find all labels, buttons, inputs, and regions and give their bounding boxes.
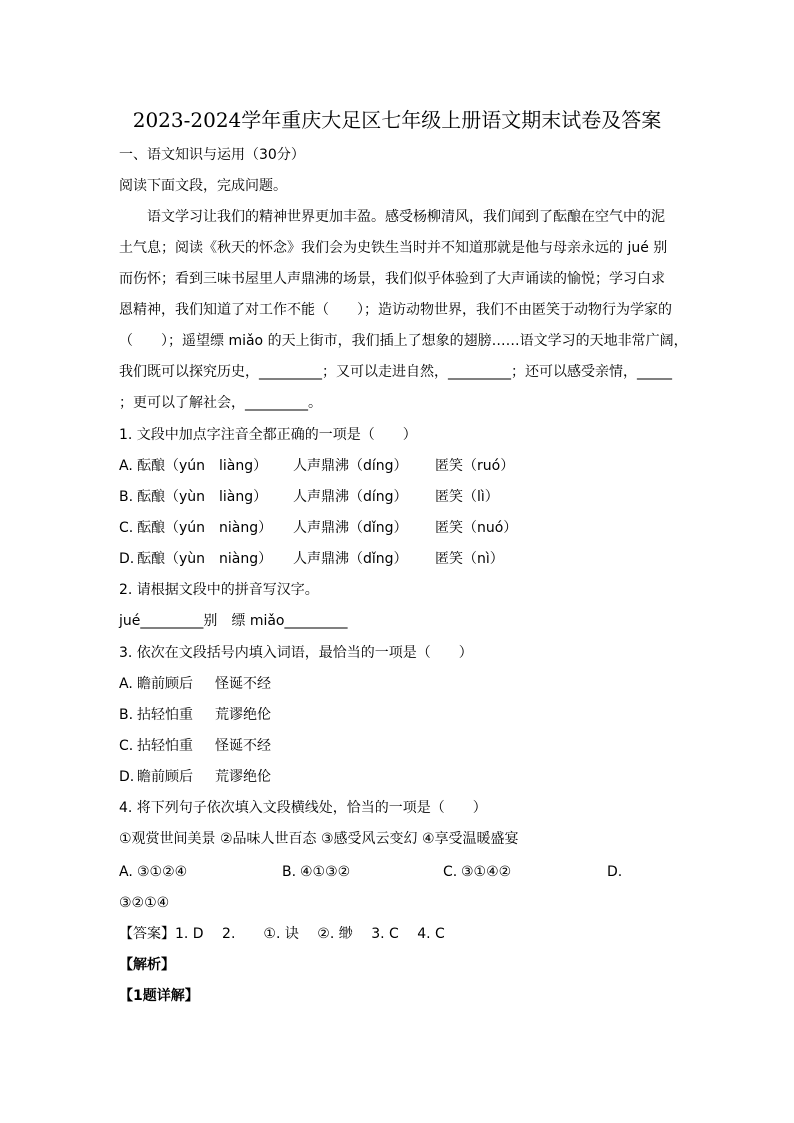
question-1-option-c (119, 513, 679, 544)
option-part: 匿笑（lì） (435, 489, 499, 505)
question-3-option-a (119, 669, 679, 700)
option-letter: D. (607, 864, 623, 880)
option-part: 酝酿（yùn liàng） (137, 489, 268, 505)
instruction: 阅读下面文段，完成问题。 (119, 178, 287, 194)
question-4-stem: 4. 将下列句子依次填入文段横线处，恰当的一项是（ ） (119, 800, 487, 816)
option-letter: A. (119, 864, 133, 880)
answer-line: 【答案】1. D 2. ①. 诀 ②. 缈 3. C 4. C (119, 926, 445, 942)
question-1-option-b (119, 482, 679, 513)
passage-line: 恩精神，我们知道了对工作不能（ ）；造访动物世界，我们不由匿笑于动物行为学家的 (119, 302, 672, 318)
option-part: 荒谬绝伦 (215, 769, 271, 785)
option-part: 酝酿（yùn niàng） (137, 551, 273, 567)
option-letter: D. (119, 769, 135, 785)
analysis-heading: 【解析】 (119, 957, 175, 973)
option-part: 酝酿（yún liàng） (137, 458, 268, 474)
option-letter: C. (119, 520, 134, 536)
option-part: 人声鼎沸（dǐng） (293, 520, 408, 536)
option-part: 人声鼎沸（díng） (293, 458, 408, 474)
option-part: 酝酿（yún niàng） (137, 520, 273, 536)
question-3-option-d (119, 762, 679, 793)
question-4-option-d-text: ③②①④ (119, 895, 170, 911)
question-1-option-d (119, 544, 679, 575)
option-letter: B. (119, 707, 134, 723)
option-text: ③①②④ (137, 864, 188, 880)
passage-line: 语文学习让我们的精神世界更加丰盈。感受杨柳清风，我们闻到了酝酿在空气中的泥 (147, 209, 665, 225)
question-1-stem: 1. 文段中加点字注音全都正确的一项是（ ） (119, 427, 417, 443)
option-part: 瞻前顾后 (137, 769, 193, 785)
option-part: 瞻前顾后 (137, 676, 193, 692)
section-heading: 一、语文知识与运用（30分） (119, 147, 305, 163)
question-4-sentences: ①观赏世间美景 ②品味人世百态 ③感受风云变幻 ④享受温暖盛宴 (119, 831, 519, 847)
option-part: 荒谬绝伦 (215, 707, 271, 723)
option-letter: C. (443, 864, 458, 880)
passage-line: ；更可以了解社会，_________。 (119, 395, 322, 411)
option-part: 匿笑（nì） (435, 551, 504, 567)
option-letter: B. (119, 489, 134, 505)
passage-line: 土气息；阅读《秋天的怀念》我们会为史铁生当时并不知道那就是他与母亲永远的 jué 别 (119, 240, 668, 256)
question-3-option-c (119, 731, 679, 762)
option-part: 人声鼎沸（dǐng） (293, 551, 408, 567)
detail-heading: 【1题详解】 (119, 988, 199, 1004)
question-1-option-a (119, 451, 679, 482)
option-part: 拈轻怕重 (137, 738, 193, 754)
option-part: 拈轻怕重 (137, 707, 193, 723)
page-title: 2023-2024学年重庆大足区七年级上册语文期末试卷及答案 (132, 108, 662, 132)
passage-line: （ ）；遥望缥 miǎo 的天上街市，我们插上了想象的翅膀……语文学习的天地非常广阔， (119, 333, 688, 349)
option-letter: D. (119, 551, 135, 567)
option-part: 匿笑（ruó） (435, 458, 515, 474)
option-letter: A. (119, 458, 133, 474)
option-part: 人声鼎沸（díng） (293, 489, 408, 505)
question-4-options (119, 857, 679, 888)
passage-line: 而伤怀；看到三味书屋里人声鼎沸的场景，我们似乎体验到了大声诵读的愉悦；学习白求 (119, 271, 665, 287)
option-letter: C. (119, 738, 134, 754)
question-2-stem: 2. 请根据文段中的拼音写汉字。 (119, 582, 319, 598)
question-3-stem: 3. 依次在文段括号内填入词语，最恰当的一项是（ ） (119, 645, 473, 661)
option-text: ③①④② (461, 864, 512, 880)
option-part: 匿笑（nuó） (435, 520, 518, 536)
passage-line: 我们既可以探究历史，_________；又可以走进自然，_________；还可以感受亲情，_____ (119, 364, 672, 380)
option-text: ④①③② (300, 864, 351, 880)
option-part: 怪诞不经 (215, 738, 271, 754)
option-part: 怪诞不经 (215, 676, 271, 692)
question-2-blanks: jué_________别 缥 miǎo_________ (119, 613, 348, 629)
option-letter: A. (119, 676, 133, 692)
question-3-option-b (119, 700, 679, 731)
option-letter: B. (282, 864, 297, 880)
